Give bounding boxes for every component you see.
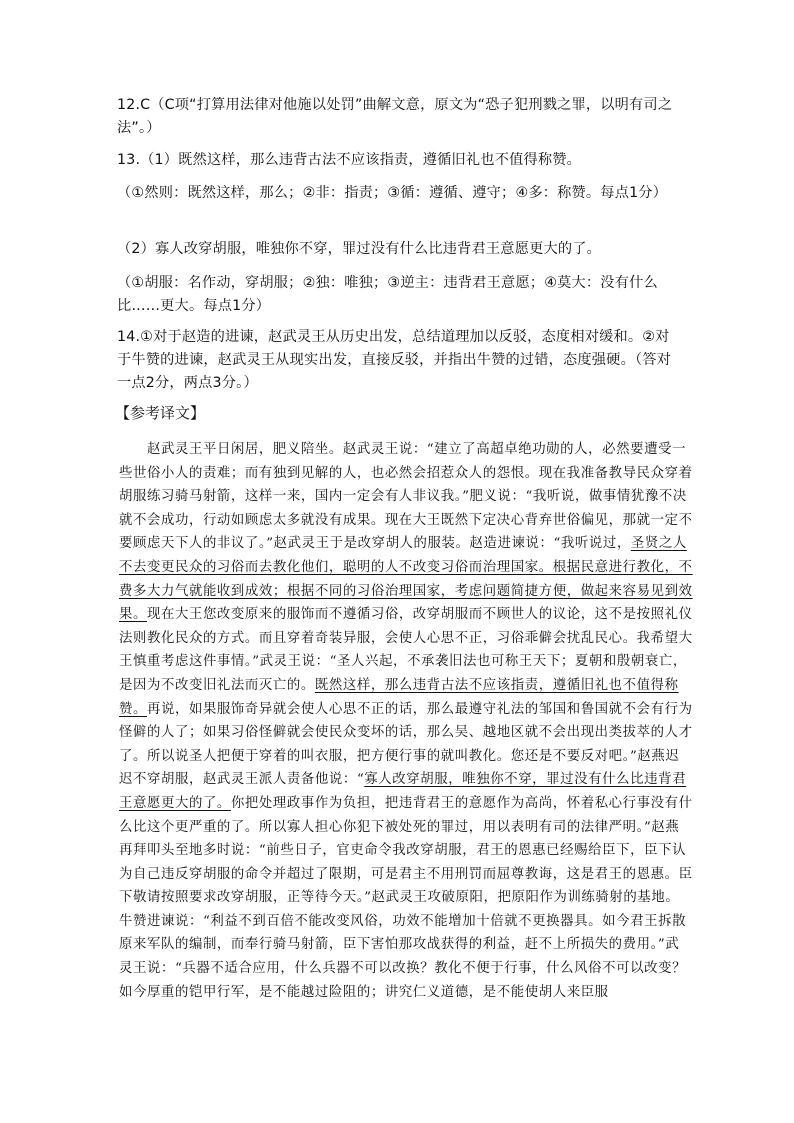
- answer-13-1-note: （①然则：既然这样，那么；②非：指责；③循：遵循、遵守；④多：称赞。每点1分）: [117, 185, 668, 201]
- underlined-sentence-2: 既然这样，那么违背古法不应该指责，遵循旧礼也不值得称赞。: [119, 677, 679, 717]
- translation-text-2: 现在大王您改变原来的服饰而不遵循习俗，改穿胡服而不顾世人的议论，这不是按照礼仪法则教化民众的方式。而且穿着奇装异服，会使人心思不正，习俗乖僻会扰乱民心。我希望大王慎重考虑这件事情。”武灵王说：“圣人兴起，不承袭旧法也可称王天下；夏朝和殷朝衰亡，是因为不改变旧礼法而灭亡的。: [119, 607, 693, 693]
- answer-13-1: 13.（1）既然这样，那么违背古法不应该指责，遵循旧礼也不值得称赞。: [117, 152, 582, 168]
- answer-12: 12.C（C项“打算用法律对他施以处罚”曲解文意，原文为“恐子犯刑戮之罪，以明有司之法”。）: [117, 97, 673, 136]
- answer-13-2: （2）寡人改穿胡服，唯独你不穿，罪过没有什么比违背君王意愿更大的了。: [117, 241, 602, 257]
- translation-text-4: 你把处理政事作为负担，把违背君王的意愿作为高尚，怀着私心行事没有什么比这个更严重的了。所以寡人担心你犯下被处死的罪过，用以表明有司的法律严明。”赵燕再拜叩头至地多时说：“前些日子，官吏命令我改穿胡服，君王的恩惠已经赐给臣下，臣下认为自己违反穿胡服的命令并超过了限期，可是君主不用刑罚而屈尊教诲，这是君王的恩惠。臣下敬请按照要求改穿胡服，正等待今天。”赵武灵王攻破原阳，把原阳作为训练骑射的基地。牛赞进谏说：“利益不到百倍不能改变风俗，功效不能增加十倍就不更换器具。如今君王拆散原来军队的编制，而奉行骑马射箭，臣下害怕那攻战获得的利益，赶不上所损失的费用。”武灵王说：“兵器不适合应用，什么兵器不可以改换？教化不便于行事，什么风俗不可以改变？如今厚重的铠甲行军，是不能越过险阻的；讲究仁义道德，是不能使胡人来臣服: [119, 795, 693, 1000]
- underlined-sentence-3: 寡人改穿胡服，唯独你不穿，罪过没有什么比违背君王意愿更大的了。: [119, 772, 687, 811]
- answer-13-2-note: （①胡服：名作动，穿胡服；②独：唯独；③逆主：违背君王意愿；④莫大：没有什么比……更大。每点1分）: [117, 275, 658, 314]
- answer-14: 14.①对于赵造的进谏，赵武灵王从历史出发，总结道理加以反驳，态度相对缓和。②对于牛赞的进谏，赵武灵王从现实出发，直接反驳，并指出牛赞的过错，态度强硬。（答对一点2分，两点3分。）: [117, 329, 672, 391]
- underlined-sentence-1: 圣贤之人不去变更民众的习俗而去教化他们，聪明的人不改变习俗而治理国家。根据民意进行教化，不费多大力气就能收到成效；根据不同的习俗治理国家，考虑问题简捷方便，做起来容易见到效果。: [119, 536, 693, 623]
- translation-body: [119, 438, 693, 1004]
- translation-text-3: 再说，如果服饰奇异就会使人心思不正的话，那么最遵守礼法的邹国和鲁国就不会有行为怪僻的人了；如果习俗怪僻就会使民众变坏的话，那么吴、越地区就不会出现出类拔萃的人才了。所以说圣人把便于穿着的叫衣服，把方便行事的就叫教化。您还是不要反对吧。”赵燕迟迟不穿胡服，赵武灵王派人责备他说：“: [119, 701, 693, 788]
- translation-heading: 【参考译文】: [115, 404, 206, 422]
- translation-text-1: 赵武灵王平日闲居，肥义陪坐。赵武灵王说：“建立了高超卓绝功勋的人，必然要遭受一些世俗小人的责难；而有独到见解的人，也必然会招惹众人的怨恨。现在我准备教导民众穿着胡服练习骑马射箭，这样一来，国内一定会有人非议我。”肥义说：“我听说，做事情犹豫不决就不会成功，行动如顾虑太多就没有成果。现在大王既然下定决心背弃世俗偏见，那就一定不要顾虑天下人的非议了。”赵武灵王于是改穿胡人的服装。赵造进谏说：“我听说过，: [119, 442, 693, 552]
